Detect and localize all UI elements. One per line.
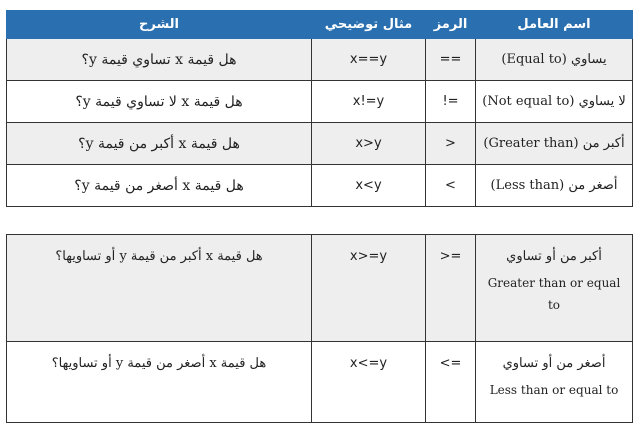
operator-name-cell: يساوي (Equal to): [476, 39, 633, 81]
operator-name-arabic: أكبر من أو تساوي: [506, 249, 602, 264]
extended-operators-table: [6, 234, 633, 423]
explanation-cell: هل قيمة x لا تساوي قيمة y؟: [7, 81, 312, 123]
header-row: [7, 11, 633, 39]
symbol-cell: <=: [426, 342, 476, 423]
table-row: [7, 235, 633, 342]
symbol-cell: <: [426, 165, 476, 207]
table-row: [7, 39, 633, 81]
example-cell: x<y: [312, 165, 426, 207]
header-symbol: الرمز: [426, 11, 476, 39]
operator-name-cell: لا يساوي (Not equal to): [476, 81, 633, 123]
symbol-cell: !=: [426, 81, 476, 123]
operator-name-arabic: أصغر من أو تساوي: [502, 356, 606, 371]
operator-name-cell: [476, 235, 633, 342]
example-cell: x>y: [312, 123, 426, 165]
example-cell: x>=y: [312, 235, 426, 342]
symbol-cell: >: [426, 123, 476, 165]
explanation-cell: هل قيمة x أصغر من قيمة y أو تساويها؟: [7, 342, 312, 423]
header-operator-name: اسم العامل: [476, 11, 633, 39]
operator-name-cell: [476, 342, 633, 423]
explanation-cell: هل قيمة x أصغر من قيمة y؟: [7, 165, 312, 207]
table-row: [7, 165, 633, 207]
example-cell: x<=y: [312, 342, 426, 423]
header-explanation: الشرح: [7, 11, 312, 39]
header-example: مثال توضيحي: [312, 11, 426, 39]
table-row: [7, 81, 633, 123]
explanation-cell: هل قيمة x أكبر من قيمة y أو تساويها؟: [7, 235, 312, 342]
symbol-cell: ==: [426, 39, 476, 81]
operator-name-cell: أصغر من (Less than): [476, 165, 633, 207]
symbol-cell: >=: [426, 235, 476, 342]
table-row: [7, 123, 633, 165]
table-row: [7, 342, 633, 423]
operators-table: [6, 10, 633, 207]
operator-name-english: Less than or equal to: [489, 383, 619, 397]
example-cell: x==y: [312, 39, 426, 81]
operator-name-english: Greater than or equal to: [487, 276, 621, 312]
operator-name-cell: أكبر من (Greater than): [476, 123, 633, 165]
explanation-cell: هل قيمة x تساوي قيمة y؟: [7, 39, 312, 81]
example-cell: x!=y: [312, 81, 426, 123]
explanation-cell: هل قيمة x أكبر من قيمة y؟: [7, 123, 312, 165]
